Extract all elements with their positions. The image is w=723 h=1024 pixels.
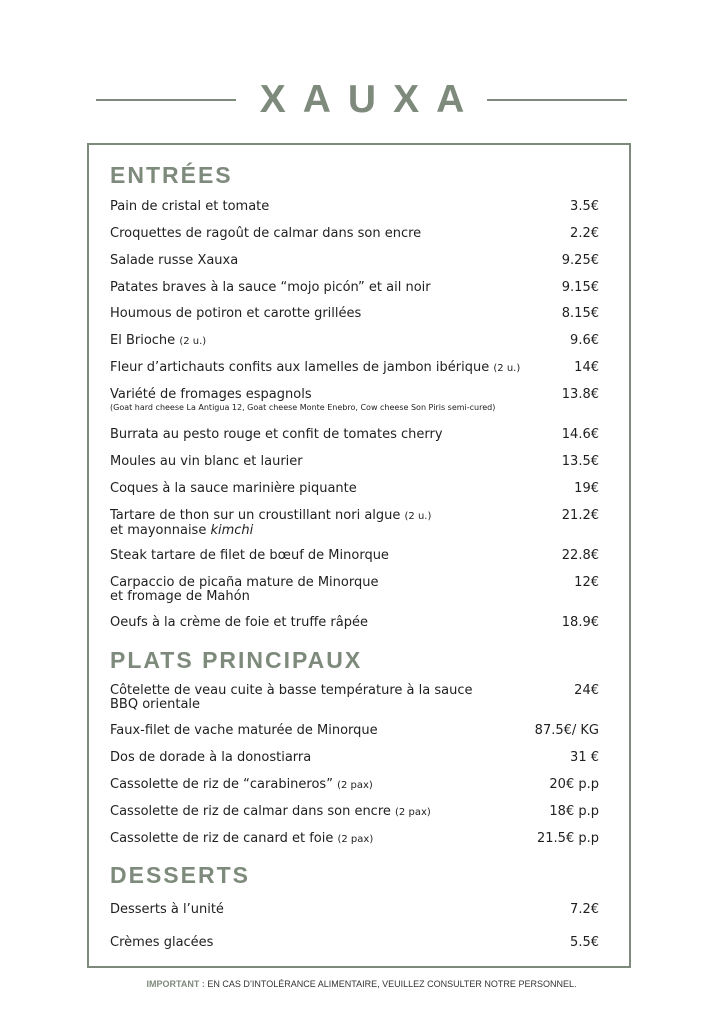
menu-item [110, 936, 599, 950]
item-name: Burrata au pesto rouge et confit de tomates cherry [110, 427, 443, 442]
menu-item [110, 751, 599, 765]
item-qty: (2 u.) [404, 511, 432, 522]
item-name: Tartare de thon sur un croustillant nori algue [110, 508, 401, 523]
item-name: Coques à la sauce marinière piquante [110, 481, 357, 496]
title-rule-left [96, 99, 236, 101]
item-name: Salade russe Xauxa [110, 253, 239, 268]
item-name: Faux-filet de vache maturée de Minorque [110, 723, 378, 738]
item-name: Desserts à l’unité [110, 902, 224, 917]
item-name-wrap [110, 778, 549, 793]
item-price: 13.8€ [561, 387, 599, 402]
menu-item [110, 778, 599, 793]
menu-item [110, 576, 599, 604]
item-price: 14.6€ [561, 427, 599, 442]
item-name: Carpaccio de picaña mature de Minorque [110, 575, 379, 590]
item-name: Moules au vin blanc et laurier [110, 454, 303, 469]
item-qty: (2 pax) [395, 807, 431, 818]
menu-item [110, 724, 599, 738]
item-name: Cassolette de riz de canard et foie [110, 831, 334, 846]
menu-item [110, 832, 599, 847]
restaurant-title: XAUXA [259, 78, 482, 121]
menu-item [110, 903, 599, 917]
item-price: 21.5€ p.p [537, 831, 599, 846]
item-qty: (2 pax) [337, 834, 374, 845]
item-price: 14€ [574, 360, 599, 375]
notice-text: EN CAS D’INTOLÉRANCE ALIMENTAIRE, VEUILLEZ CONSULTER NOTRE PERSONNEL. [207, 979, 577, 989]
menu-item [110, 227, 599, 241]
item-name: Steak tartare de filet de bœuf de Minorque [110, 548, 389, 563]
item-name: Crèmes glacées [110, 935, 214, 950]
menu-item [110, 428, 599, 442]
item-qty: (2 pax) [337, 780, 373, 791]
item-name: Fleur d’artichauts confits aux lamelles de jambon ibérique [110, 360, 490, 375]
item-name-wrap [110, 509, 562, 538]
item-line2: BBQ orientale [110, 697, 201, 712]
item-name: Croquettes de ragoût de calmar dans son encre [110, 226, 422, 241]
item-name: Patates braves à la sauce “mojo picón” et ail noir [110, 280, 431, 295]
item-price: 5.5€ [570, 935, 599, 950]
item-name-wrap [110, 805, 549, 820]
item-price: 3.5€ [570, 199, 599, 214]
item-price: 9.6€ [570, 333, 599, 348]
title-rule-right [487, 99, 627, 101]
item-line2-emphasis: kimchi [210, 523, 254, 538]
item-name: El Brioche [110, 333, 176, 348]
menu-item [110, 254, 599, 268]
allergy-notice [0, 979, 723, 989]
menu-item [110, 388, 599, 413]
item-line2 [110, 524, 562, 538]
menu-item [110, 307, 599, 321]
section-title-plats: PLATS PRINCIPAUX [110, 647, 363, 673]
item-price: 19€ [574, 481, 599, 496]
item-line2: et fromage de Mahón [110, 589, 250, 604]
menu-item [110, 509, 599, 538]
item-line2-text: et mayonnaise [110, 523, 207, 538]
menu-item [110, 482, 599, 496]
item-name-wrap [110, 334, 570, 349]
notice-label: IMPORTANT : [146, 979, 205, 989]
menu-item [110, 334, 599, 349]
item-price: 7.2€ [570, 902, 599, 917]
item-name: Côtelette de veau cuite à basse température à la sauce [110, 683, 473, 698]
item-qty: (2 u.) [493, 363, 521, 374]
item-price: 12€ [574, 575, 599, 590]
menu-item [110, 616, 599, 630]
item-price: 13.5€ [561, 454, 599, 469]
item-name: Variété de fromages espagnols [110, 387, 312, 402]
item-name-wrap [110, 388, 562, 413]
item-name: Cassolette de riz de calmar dans son encre [110, 804, 391, 819]
item-name-wrap [110, 684, 574, 712]
menu-item [110, 200, 599, 214]
item-price: 22.8€ [561, 548, 599, 563]
item-name: Dos de dorade à la donostiarra [110, 750, 312, 765]
item-name: Houmous de potiron et carotte grillées [110, 306, 362, 321]
item-price: 2.2€ [570, 226, 599, 241]
item-price: 9.15€ [561, 280, 599, 295]
item-name: Pain de cristal et tomate [110, 199, 270, 214]
menu-item [110, 361, 599, 376]
menu-item [110, 549, 599, 563]
menu-item [110, 684, 599, 712]
item-price: 18€ p.p [549, 804, 599, 819]
header [0, 78, 723, 122]
item-price: 31 € [570, 750, 599, 765]
item-price: 24€ [574, 683, 599, 698]
menu-item [110, 281, 599, 295]
item-qty: (2 u.) [179, 336, 207, 347]
section-title-entrees: ENTRÉES [110, 162, 233, 188]
item-price: 87.5€/ KG [534, 723, 599, 738]
item-price: 20€ p.p [549, 777, 599, 792]
item-price: 21.2€ [561, 508, 599, 523]
item-price: 8.15€ [561, 306, 599, 321]
section-title-desserts: DESSERTS [110, 862, 250, 888]
item-name-wrap [110, 576, 574, 604]
menu-item [110, 805, 599, 820]
item-name: Oeufs à la crème de foie et truffe râpée [110, 615, 368, 630]
item-subtitle: (Goat hard cheese La Antigua 12, Goat cheese Monte Enebro, Cow cheese Son Piris semi-cured) [110, 403, 496, 412]
item-price: 9.25€ [561, 253, 599, 268]
item-price: 18.9€ [561, 615, 599, 630]
item-name: Cassolette de riz de “carabineros” [110, 777, 333, 792]
menu-item [110, 455, 599, 469]
item-name-wrap [110, 832, 537, 847]
item-name-wrap [110, 361, 574, 376]
